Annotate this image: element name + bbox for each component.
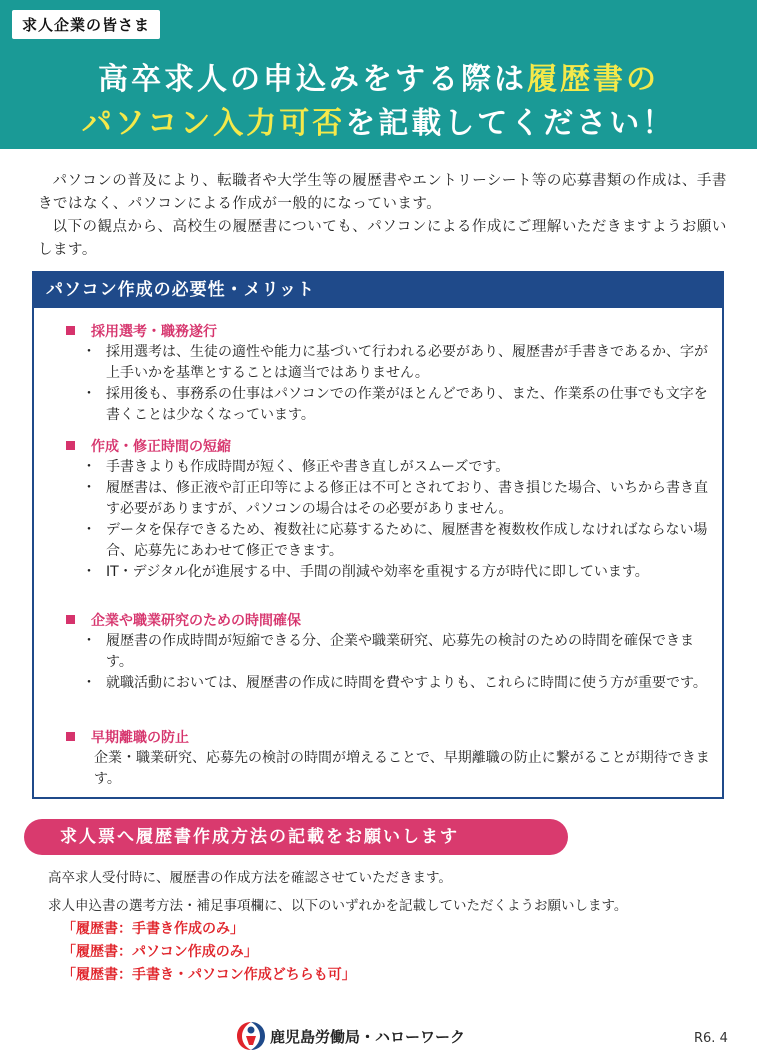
bullet-item: ・ 就職活動においては、履歴書の作成に時間を費やすよりも、これらに時間に使う方が重要です。 <box>82 675 707 691</box>
headline-line-2 <box>0 98 757 142</box>
option-either: 「履歴書：手書き・パソコン作成どちらも可」 <box>62 967 356 983</box>
bullet-item: ・ 履歴書は、修正液や訂正印等による修正は不可とされており、書き損じた場合、いちから書き直す必要がありますが、パソコンの場合はその必要がありません。 <box>82 480 708 517</box>
bullet-item: ・ データを保存できるため、複数社に応募するために、履歴書を複数枚作成しなければならない場合、応募先にあわせて修正できます。 <box>82 522 708 559</box>
bullet-item: ・ 手書きよりも作成時間が短く、修正や書き直しがスムーズです。 <box>82 459 510 475</box>
organization-name: 鹿児島労働局・ハローワーク <box>270 1028 466 1046</box>
bullet-item: ・ 採用選考は、生徒の適性や能力に基づいて行われる必要があり、履歴書が手書きであるか、字が上手いかを基準とすることは適当ではありません。 <box>82 344 708 381</box>
square-bullet-icon <box>66 441 75 450</box>
section-title: 早期離職の防止 <box>66 728 716 748</box>
headline-line-1 <box>0 54 757 98</box>
section-title: 採用選考・職務遂行 <box>66 322 716 342</box>
headline-highlight: パソコン入力可否 <box>81 106 346 141</box>
intro-text <box>38 170 728 262</box>
request-line: 高卒求人受付時に、履歴書の作成方法を確認させていただきます。 <box>48 870 452 886</box>
merits-box <box>32 271 724 799</box>
headline-text: 高卒求人の申込みをする際は <box>98 62 527 97</box>
section-title: 企業や職業研究のための時間確保 <box>66 611 716 631</box>
request-heading: 求人票へ履歴書作成方法の記載をお願いします <box>24 819 568 855</box>
issue-date: R6. 4 <box>694 1031 728 1046</box>
option-hand-only: 「履歴書：手書き作成のみ」 <box>62 921 244 937</box>
merit-section <box>66 728 716 790</box>
option-pc-only: 「履歴書：パソコン作成のみ」 <box>62 944 258 960</box>
hellowork-logo-icon <box>234 1019 268 1053</box>
square-bullet-icon <box>66 615 75 624</box>
bullet-item: ・ 履歴書の作成時間が短縮できる分、企業や職業研究、応募先の検討のための時間を確保できます。 <box>82 633 694 670</box>
header-banner <box>0 0 757 149</box>
section-text: 企業・職業研究、応募先の検討の時間が増えることで、早期離職の防止に繋がることが期待できます。 <box>94 750 710 787</box>
square-bullet-icon <box>66 732 75 741</box>
intro-paragraph: パソコンの普及により、転職者や大学生等の履歴書やエントリーシート等の応募書類の作成は、手書きではなく、パソコンによる作成が一般的になっています。 <box>38 173 727 212</box>
audience-tag: 求人企業の皆さま <box>12 10 160 39</box>
headline-text: を記載してください！ <box>345 106 676 141</box>
intro-paragraph: 以下の観点から、高校生の履歴書についても、パソコンによる作成にご理解いただきますようお願いします。 <box>38 219 727 258</box>
headline-highlight: 履歴書の <box>527 62 659 97</box>
merit-section <box>66 437 716 583</box>
section-title: 作成・修正時間の短縮 <box>66 437 716 457</box>
merit-section <box>66 322 716 426</box>
bullet-item: ・ 採用後も、事務系の仕事はパソコンでの作業がほとんどであり、また、作業系の仕事でも文字を書くことは少なくなっています。 <box>82 386 708 423</box>
square-bullet-icon <box>66 326 75 335</box>
merits-heading: パソコン作成の必要性・メリット <box>34 273 722 308</box>
request-line: 求人申込書の選考方法・補足事項欄に、以下のいずれかを記載していただくようお願いします。 <box>48 898 628 914</box>
merit-section <box>66 611 716 694</box>
bullet-item: ・ IT・デジタル化が進展する中、手間の削減や効率を重視する方が時代に即しています。 <box>82 564 649 580</box>
